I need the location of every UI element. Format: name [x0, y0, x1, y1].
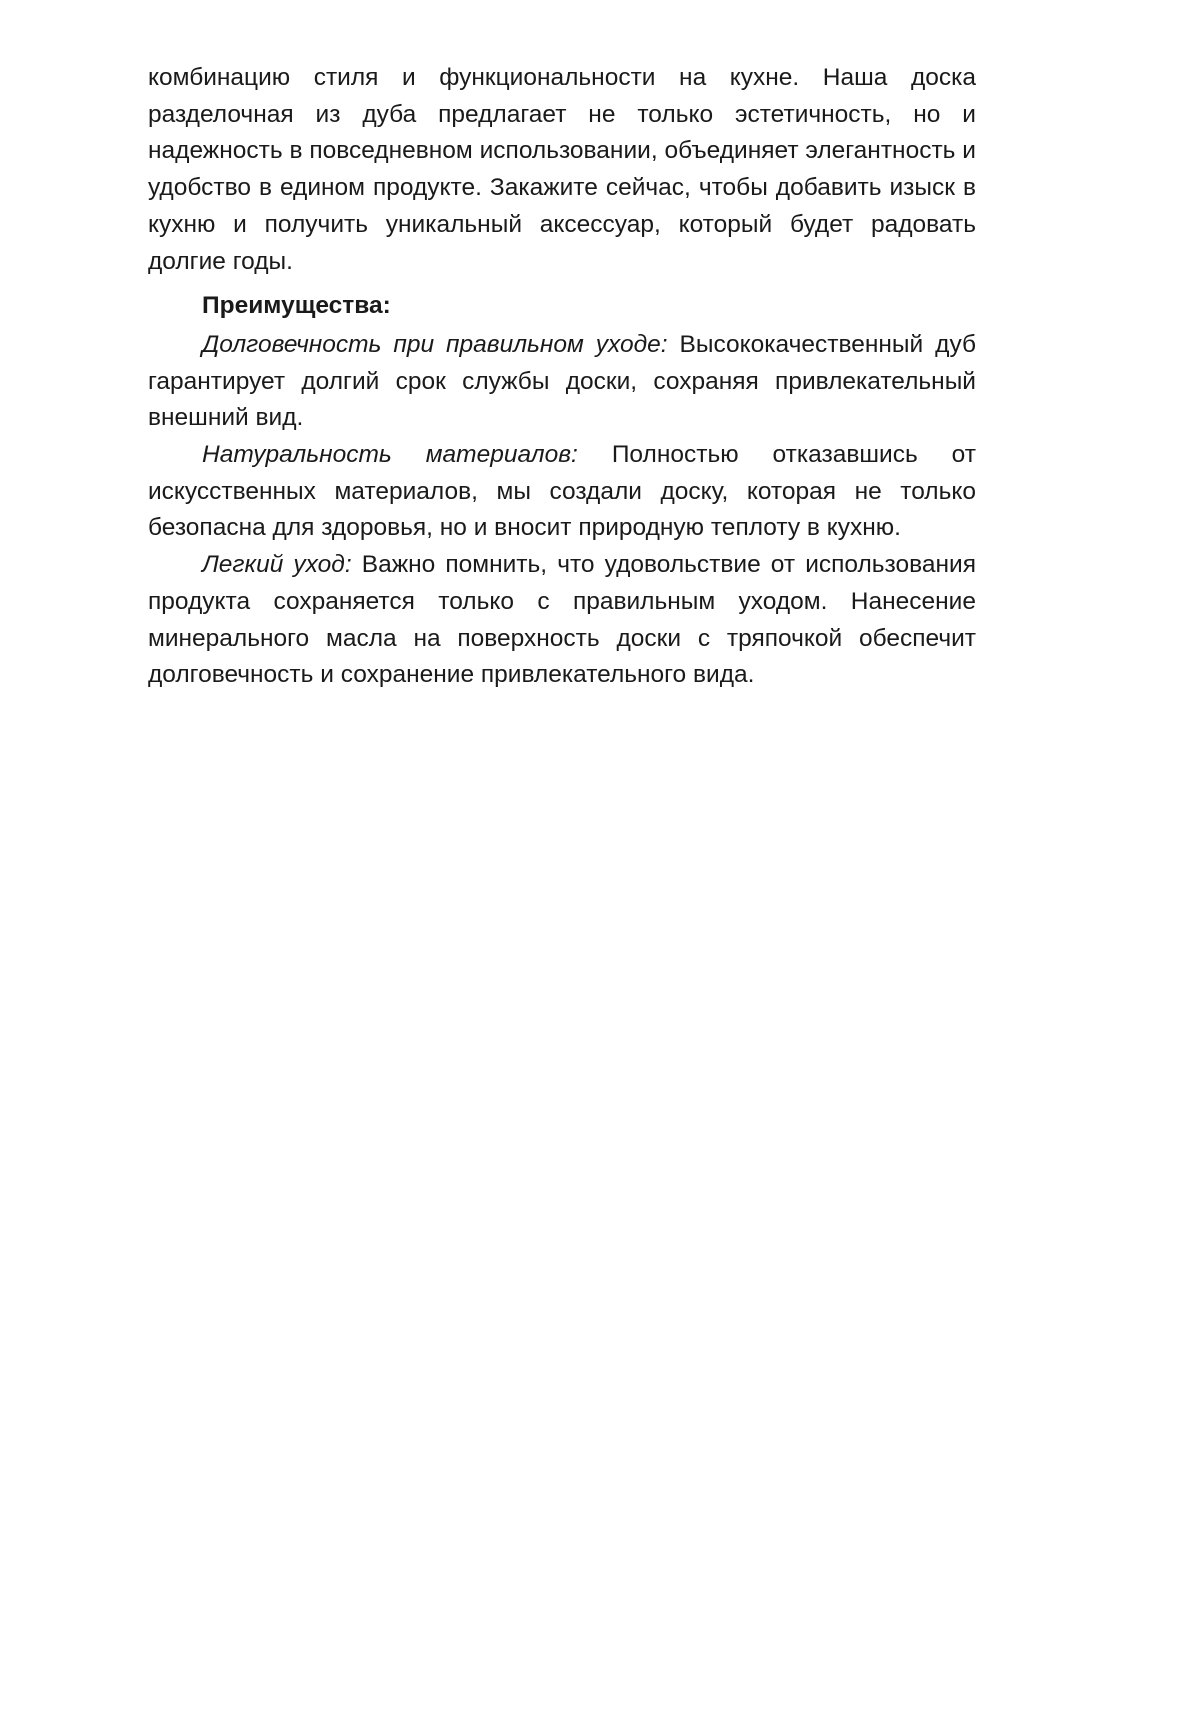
advantage-text: Высококачественный дуб гарантирует долгий срок службы доски, сохраняя привлекательный внешний вид.: [148, 330, 976, 432]
advantage-item-durability: [148, 327, 976, 437]
advantage-text: Полностью отказавшись от искусственных материалов, мы создали доску, которая не только безопасна для здоровья, но и вносит природную теплоту в кухню.: [148, 441, 976, 542]
advantage-text: Важно помнить, что удовольствие от использования продукта сохраняется только с правильным уходом. Нанесение минерального масла на поверхность доски с тряпочкой обеспечит долговечность и сохранение привлекательного вида.: [148, 551, 976, 689]
advantage-title: Натуральность материалов:: [202, 441, 578, 469]
advantage-title: Легкий уход:: [202, 551, 352, 579]
advantage-item-natural-materials: [148, 437, 976, 547]
advantages-heading: Преимущества:: [202, 292, 391, 320]
advantage-item-easy-care: [148, 547, 976, 694]
advantage-title: Долговечность при правильном уходе:: [202, 330, 668, 358]
intro-paragraph: комбинацию стиля и функциональности на кухне. Наша доска разделочная из дуба предлагает не только эстетичность, но и надежность в повседневном использовании, объединяет элегантность и удобство в едином продукте. Закажите сейчас, чтобы добавить изыск в кухню и получить уникальный аксессуар, который будет радовать долгие годы.: [148, 64, 976, 275]
document-page: [148, 60, 976, 694]
